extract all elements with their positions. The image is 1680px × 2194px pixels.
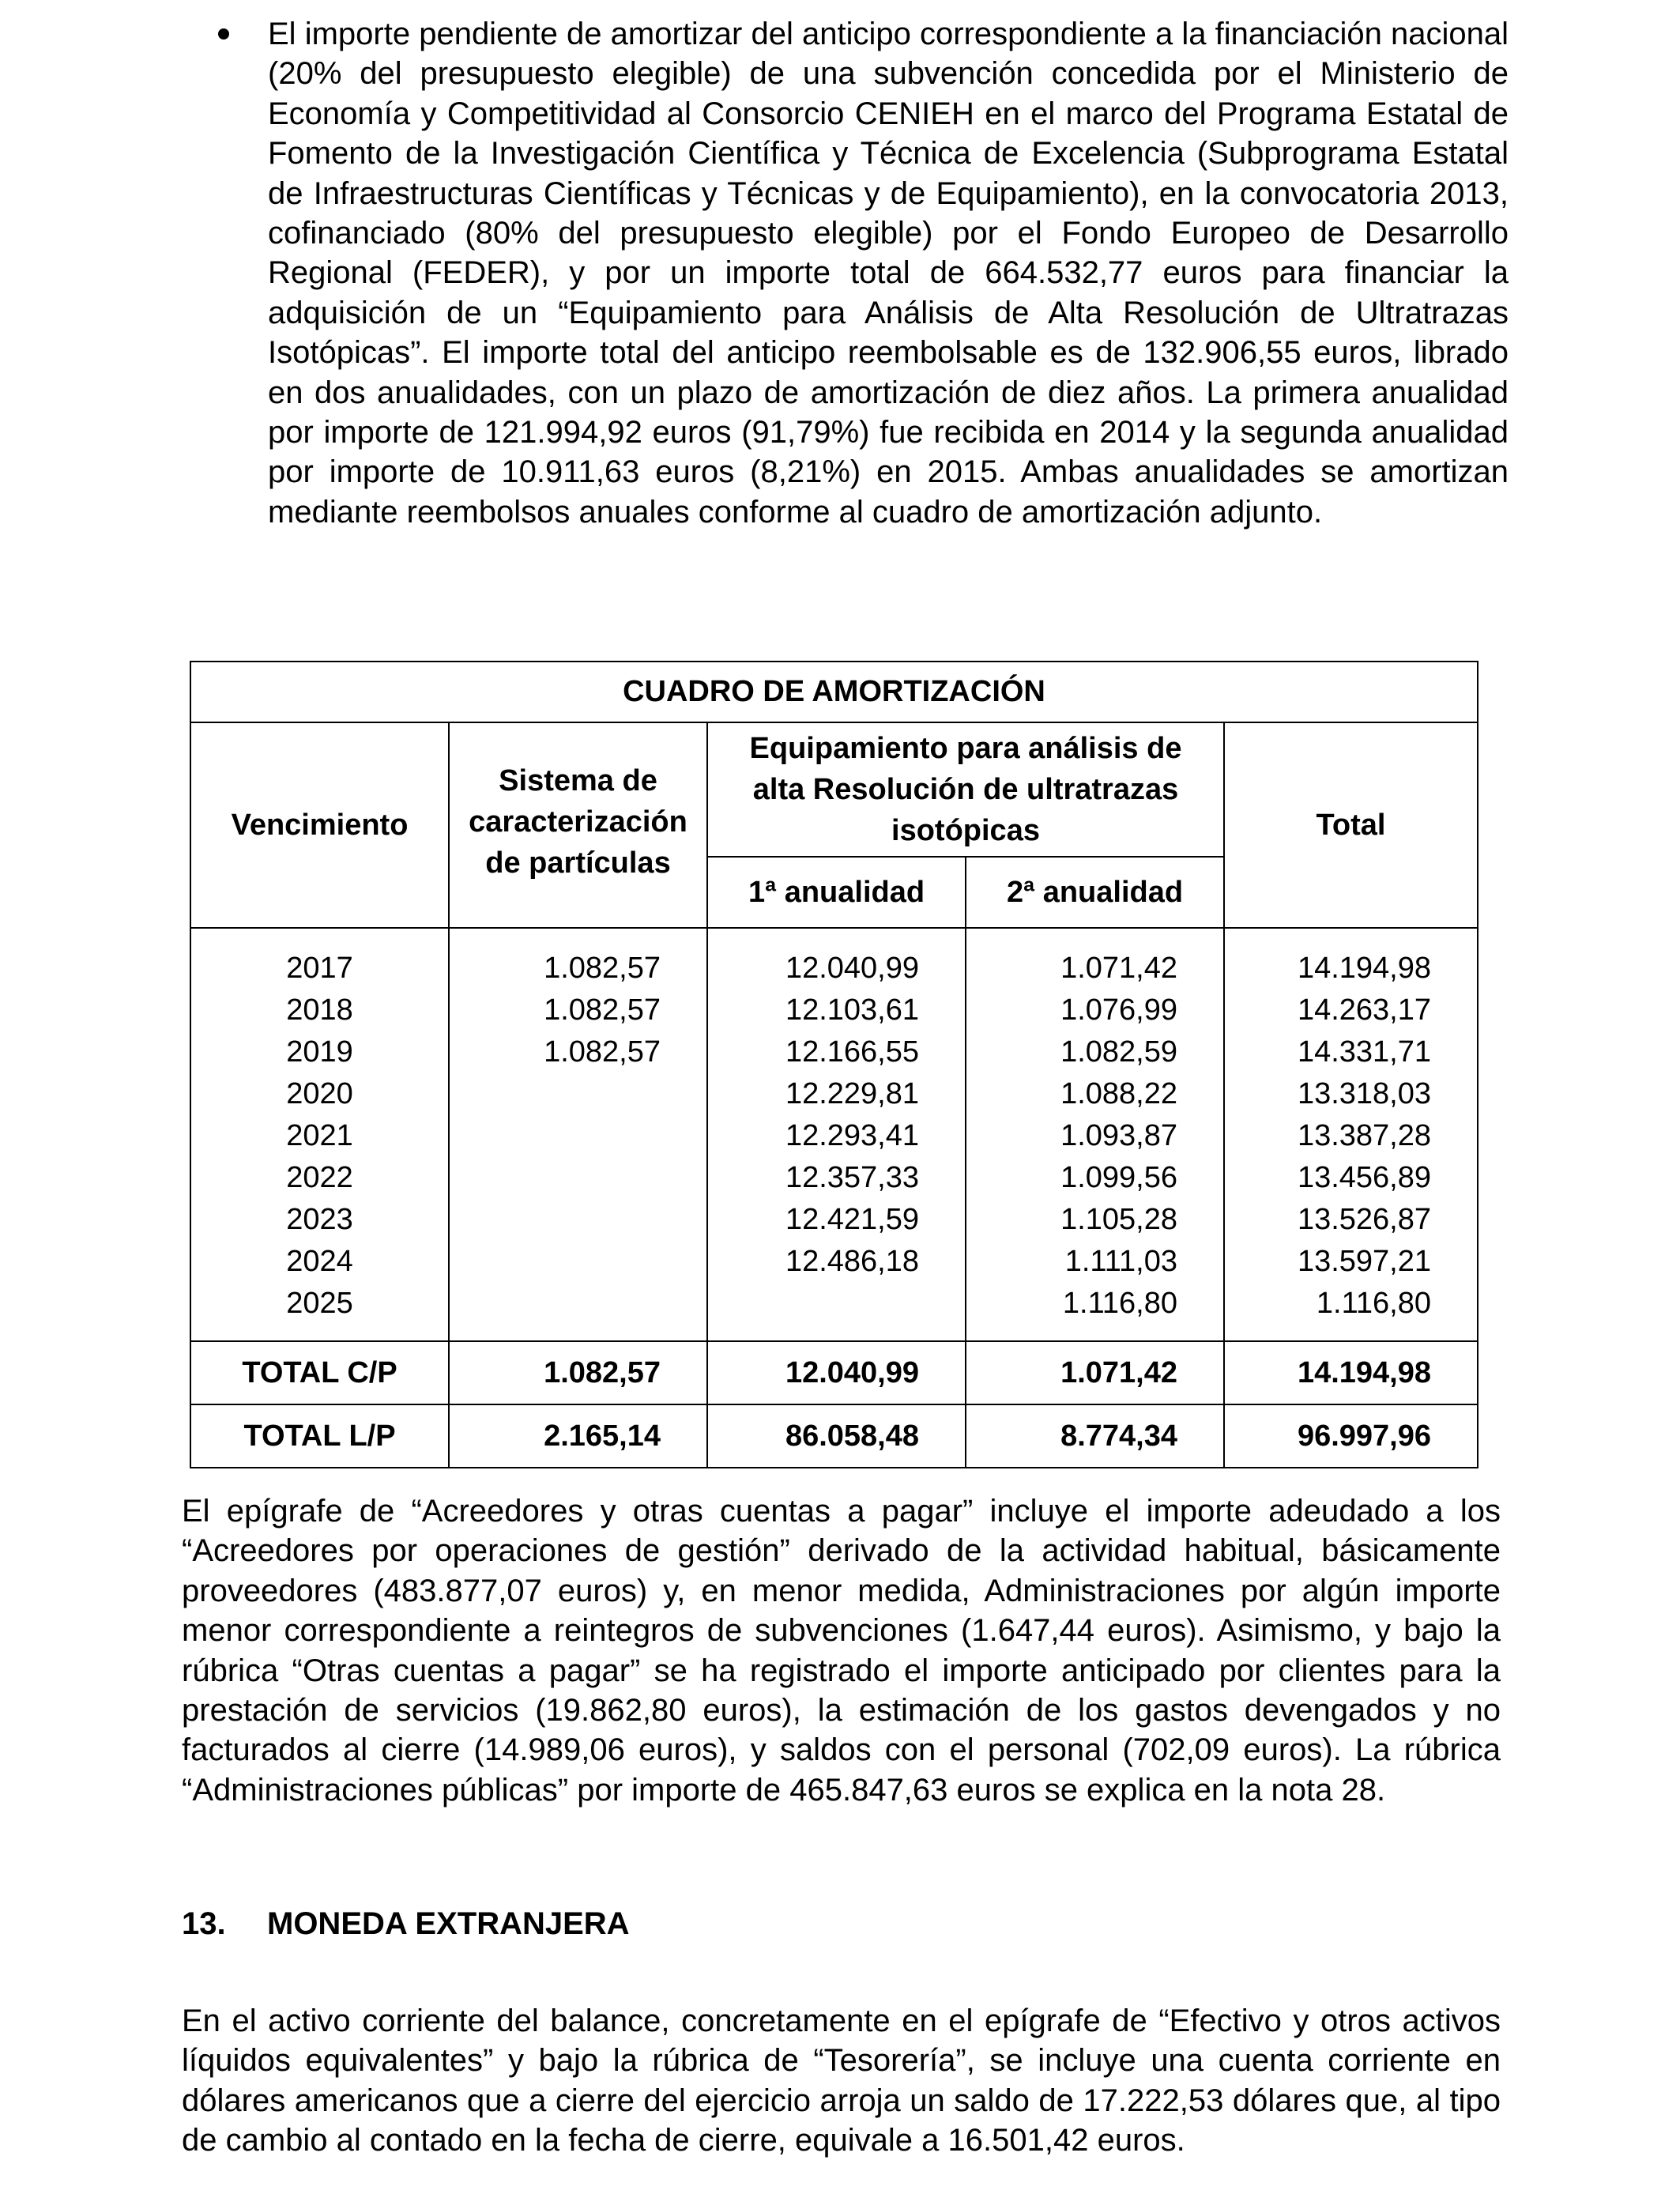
total-lp-label: TOTAL L/P bbox=[190, 1404, 449, 1468]
header-vencimiento: Vencimiento bbox=[190, 722, 449, 928]
bullet-icon bbox=[218, 28, 229, 40]
cell-anualidad-2: 1.099,56 bbox=[1060, 1161, 1177, 1194]
total-lp-sistema: 2.165,14 bbox=[449, 1404, 707, 1468]
cell-total: 13.597,21 bbox=[1297, 1245, 1431, 1278]
column-sistema bbox=[449, 928, 707, 1341]
cell-anualidad-2: 1.082,59 bbox=[1060, 1035, 1177, 1069]
cell-anualidad-1 bbox=[708, 1283, 965, 1325]
column-years bbox=[190, 928, 449, 1341]
cell-anualidad-1: 12.486,18 bbox=[785, 1245, 919, 1278]
total-cp-anualidad-2: 1.071,42 bbox=[966, 1341, 1224, 1404]
cell-sistema bbox=[450, 1115, 706, 1157]
cell-year: 2024 bbox=[286, 1245, 353, 1278]
header-total: Total bbox=[1224, 722, 1478, 928]
cell-anualidad-1: 12.293,41 bbox=[785, 1119, 919, 1152]
amortization-table bbox=[190, 661, 1478, 1468]
table-body-row bbox=[190, 928, 1478, 1341]
cell-sistema: 1.082,57 bbox=[544, 1035, 661, 1069]
total-cp-row bbox=[190, 1341, 1478, 1404]
cell-total: 13.318,03 bbox=[1297, 1077, 1431, 1110]
total-cp-sistema: 1.082,57 bbox=[449, 1341, 707, 1404]
cell-sistema bbox=[450, 1241, 706, 1283]
cell-year: 2021 bbox=[286, 1119, 353, 1152]
cell-anualidad-2: 1.093,87 bbox=[1060, 1119, 1177, 1152]
table-title: CUADRO DE AMORTIZACIÓN bbox=[190, 662, 1478, 722]
cell-total: 13.526,87 bbox=[1297, 1203, 1431, 1236]
cell-sistema bbox=[450, 1073, 706, 1115]
cell-anualidad-2: 1.088,22 bbox=[1060, 1077, 1177, 1110]
cell-sistema: 1.082,57 bbox=[544, 952, 661, 985]
cell-total: 14.263,17 bbox=[1297, 993, 1431, 1027]
cell-total: 13.456,89 bbox=[1297, 1161, 1431, 1194]
header-anualidad-2: 2ª anualidad bbox=[966, 857, 1224, 928]
cell-anualidad-2: 1.071,42 bbox=[1060, 952, 1177, 985]
paragraph-acreedores: El epígrafe de “Acreedores y otras cuentas a pagar” incluye el importe adeudado a los “Acreedores por operaciones de gestión” derivado de la actividad habitual, básicamente proveedores (483.877,07 euros) y, en menor medida, Administraciones por algún importe menor correspondiente a reintegros de subvenciones (1.647,44 euros). Asimismo, y bajo la rúbrica “Otras cuentas a pagar” se ha registrado el importe anticipado por clientes para la prestación de servicios (19.862,80 euros), la estimación de los gastos devengados y no facturados al cierre (14.989,06 euros), y saldos con el personal (702,09 euros). La rúbrica “Administraciones públicas” por importe de 465.847,63 euros se explica en la nota 28. bbox=[182, 1494, 1501, 1808]
cell-sistema: 1.082,57 bbox=[544, 993, 661, 1027]
cell-anualidad-1: 12.103,61 bbox=[785, 993, 919, 1027]
section-number: 13. bbox=[182, 1906, 226, 1941]
total-lp-total: 96.997,96 bbox=[1224, 1404, 1478, 1468]
cell-year: 2019 bbox=[286, 1035, 353, 1069]
total-cp-total: 14.194,98 bbox=[1224, 1341, 1478, 1404]
total-lp-anualidad-2: 8.774,34 bbox=[966, 1404, 1224, 1468]
header-sistema: Sistema de caracterización de partículas bbox=[449, 722, 707, 928]
total-lp-anualidad-1: 86.058,48 bbox=[707, 1404, 966, 1468]
cell-anualidad-2: 1.105,28 bbox=[1060, 1203, 1177, 1236]
bullet-item bbox=[225, 14, 1509, 532]
total-cp-anualidad-1: 12.040,99 bbox=[707, 1341, 966, 1404]
cell-total: 14.331,71 bbox=[1297, 1035, 1431, 1069]
total-cp-label: TOTAL C/P bbox=[190, 1341, 449, 1404]
cell-year: 2022 bbox=[286, 1161, 353, 1194]
cell-sistema bbox=[450, 1283, 706, 1325]
cell-total: 1.116,80 bbox=[1316, 1287, 1431, 1320]
cell-anualidad-1: 12.421,59 bbox=[785, 1203, 919, 1236]
cell-anualidad-1: 12.229,81 bbox=[785, 1077, 919, 1110]
cell-total: 13.387,28 bbox=[1297, 1119, 1431, 1152]
column-total bbox=[1224, 928, 1478, 1341]
cell-sistema bbox=[450, 1199, 706, 1241]
cell-anualidad-2: 1.076,99 bbox=[1060, 993, 1177, 1027]
section-title: MONEDA EXTRANJERA bbox=[267, 1906, 630, 1941]
cell-anualidad-1: 12.357,33 bbox=[785, 1161, 919, 1194]
column-anualidad-2 bbox=[966, 928, 1224, 1341]
cell-year: 2025 bbox=[286, 1287, 353, 1320]
total-lp-row bbox=[190, 1404, 1478, 1468]
amortization-table-container bbox=[190, 661, 1477, 1468]
cell-sistema bbox=[450, 1157, 706, 1199]
cell-year: 2018 bbox=[286, 993, 353, 1027]
bullet-paragraph: El importe pendiente de amortizar del anticipo correspondiente a la financiación nacional (20% del presupuesto elegible) de una subvención concedida por el Ministerio de Economía y Competitividad al Consorcio CENIEH en el marco del Programa Estatal de Fomento de la Investigación Científica y Técnica de Excelencia (Subprograma Estatal de Infraestructuras Científicas y Técnicas y de Equipamiento), en la convocatoria 2013, cofinanciado (80% del presupuesto elegible) por el Fondo Europeo de Desarrollo Regional (FEDER), y por un importe total de 664.532,77 euros para financiar la adquisición de un “Equipamiento para Análisis de Alta Resolución de Ultratrazas Isotópicas”. El importe total del anticipo reembolsable es de 132.906,55 euros, librado en dos anualidades, con un plazo de amortización de diez años. La primera anualidad por importe de 121.994,92 euros (91,79%) fue recibida en 2014 y la segunda anualidad por importe de 10.911,63 euros (8,21%) en 2015. Ambas anualidades se amortizan mediante reembolsos anuales conforme al cuadro de amortización adjunto. bbox=[268, 17, 1509, 530]
cell-anualidad-2: 1.116,80 bbox=[1062, 1287, 1177, 1320]
section-heading bbox=[182, 1904, 630, 1943]
cell-anualidad-1: 12.166,55 bbox=[785, 1035, 919, 1069]
paragraph-moneda: En el activo corriente del balance, concretamente en el epígrafe de “Efectivo y otros activos líquidos equivalentes” y bajo la rúbrica de “Tesorería”, se incluye una cuenta corriente en dólares americanos que a cierre del ejercicio arroja un saldo de 17.222,53 dólares que, al tipo de cambio al contado en la fecha de cierre, equivale a 16.501,42 euros. bbox=[182, 2004, 1501, 2158]
column-anualidad-1 bbox=[707, 928, 966, 1341]
header-equipamiento: Equipamiento para análisis de alta Resolución de ultratrazas isotópicas bbox=[707, 722, 1224, 857]
header-anualidad-1: 1ª anualidad bbox=[707, 857, 966, 928]
cell-total: 14.194,98 bbox=[1297, 952, 1431, 985]
cell-anualidad-2: 1.111,03 bbox=[1064, 1245, 1177, 1278]
cell-year: 2023 bbox=[286, 1203, 353, 1236]
cell-year: 2017 bbox=[286, 952, 353, 985]
cell-year: 2020 bbox=[286, 1077, 353, 1110]
cell-anualidad-1: 12.040,99 bbox=[785, 952, 919, 985]
